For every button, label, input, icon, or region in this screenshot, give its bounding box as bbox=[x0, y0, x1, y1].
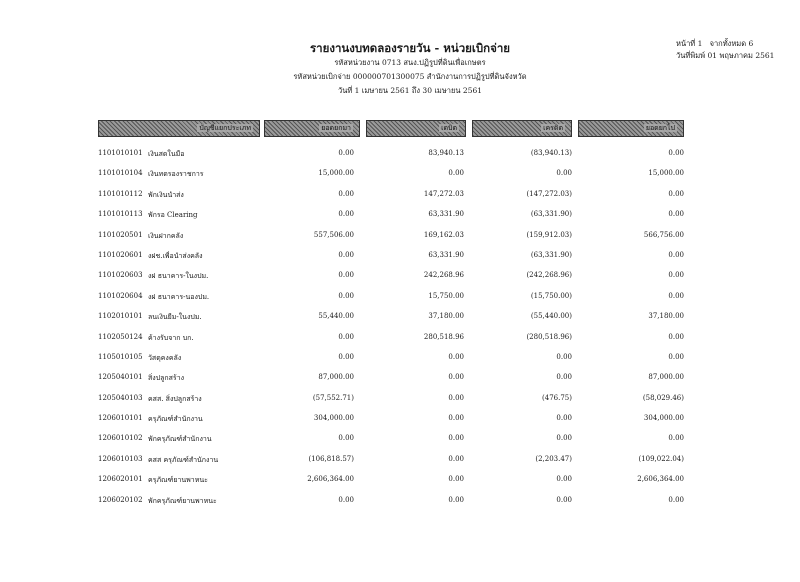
print-date-label: วันที่พิมพ์ bbox=[676, 51, 706, 60]
table-row bbox=[94, 144, 684, 164]
credit-amount: 0.00 bbox=[556, 169, 572, 178]
account-code: 1206010103 bbox=[98, 454, 143, 463]
closing-balance: 0.00 bbox=[668, 434, 684, 443]
opening-balance: 557,506.00 bbox=[313, 230, 354, 239]
table-row bbox=[94, 164, 684, 184]
disbursement-line: รหัสหน่วยเบิกจ่าย 000000701300075 สำนักงานการปฏิรูปที่ดินจังหวัด bbox=[293, 72, 527, 81]
closing-balance: 0.00 bbox=[668, 189, 684, 198]
closing-balance: 2,606,364.00 bbox=[637, 475, 684, 484]
account-name: คสส. สิ่งปลูกสร้าง bbox=[148, 394, 202, 403]
credit-amount: (476.75) bbox=[542, 393, 572, 402]
account-name: พักครุภัณฑ์สำนักงาน bbox=[148, 435, 212, 444]
table-row bbox=[94, 246, 684, 266]
account-code: 1206020101 bbox=[98, 475, 143, 484]
account-code: 1102050124 bbox=[98, 332, 143, 341]
table-body bbox=[94, 144, 684, 511]
header-credit: เครดิต bbox=[472, 120, 572, 137]
account-code: 1205040103 bbox=[98, 393, 143, 402]
table-row bbox=[94, 226, 684, 246]
account-code: 1101010104 bbox=[98, 169, 143, 178]
account-name: พักรอ Clearing bbox=[148, 211, 198, 220]
account-name: วัสดุคงคลัง bbox=[148, 353, 182, 362]
account-code: 1101020604 bbox=[98, 291, 143, 300]
debit-amount: 0.00 bbox=[448, 495, 464, 504]
account-code: 1105010105 bbox=[98, 352, 143, 361]
closing-balance: 37,180.00 bbox=[648, 312, 684, 321]
period-line: วันที่ 1 เมษายน 2561 ถึง 30 เมษายน 2561 bbox=[337, 86, 483, 95]
account-name: เงินทดรองราชการ bbox=[148, 170, 204, 179]
table-row bbox=[94, 409, 684, 429]
opening-balance: (106,818.57) bbox=[308, 454, 354, 463]
opening-balance: 0.00 bbox=[338, 271, 354, 280]
debit-amount: 169,162.03 bbox=[423, 230, 464, 239]
opening-balance: (57,552.71) bbox=[312, 393, 354, 402]
table-row bbox=[94, 185, 684, 205]
account-name: พักเงินนำส่ง bbox=[148, 190, 184, 199]
table-row bbox=[94, 470, 684, 490]
opening-balance: 0.00 bbox=[338, 291, 354, 300]
account-code: 1101010112 bbox=[98, 189, 143, 198]
opening-balance: 15,000.00 bbox=[318, 169, 354, 178]
print-date bbox=[676, 50, 794, 62]
opening-balance: 2,606,364.00 bbox=[307, 475, 354, 484]
debit-amount: 0.00 bbox=[448, 373, 464, 382]
table-row bbox=[94, 450, 684, 470]
closing-balance: (58,029.46) bbox=[642, 393, 684, 402]
account-name: เงินฝากคลัง bbox=[148, 231, 184, 240]
report-title: รายงานงบทดลองรายวัน - หน่วยเบิกจ่าย bbox=[309, 41, 511, 55]
agency-line: รหัสหน่วยงาน 0713 สนง.ปฏิรูปที่ดินเพื่อเกษตร bbox=[334, 58, 486, 67]
credit-amount: 0.00 bbox=[556, 495, 572, 504]
debit-amount: 147,272.03 bbox=[423, 189, 464, 198]
account-code: 1206010101 bbox=[98, 414, 143, 423]
account-code: 1101010101 bbox=[98, 149, 143, 157]
closing-balance: 0.00 bbox=[668, 495, 684, 504]
credit-amount: (159,912.03) bbox=[526, 230, 572, 239]
closing-balance: 0.00 bbox=[668, 250, 684, 259]
closing-balance: 0.00 bbox=[668, 271, 684, 280]
opening-balance: 0.00 bbox=[338, 250, 354, 259]
table-row bbox=[94, 205, 684, 225]
table-row bbox=[94, 328, 684, 348]
account-name: ครุภัณฑ์สำนักงาน bbox=[148, 415, 203, 424]
debit-amount: 0.00 bbox=[448, 352, 464, 361]
table-row bbox=[94, 389, 684, 409]
debit-amount: 0.00 bbox=[448, 434, 464, 443]
credit-amount: (63,331.90) bbox=[530, 250, 572, 259]
table-header bbox=[94, 120, 684, 138]
closing-balance: 0.00 bbox=[668, 210, 684, 219]
account-code: 1101020603 bbox=[98, 271, 143, 280]
credit-amount: 0.00 bbox=[556, 434, 572, 443]
opening-balance: 0.00 bbox=[338, 352, 354, 361]
opening-balance: 304,000.00 bbox=[313, 414, 354, 423]
credit-amount: (2,203.47) bbox=[535, 454, 572, 463]
account-code: 1102010101 bbox=[98, 312, 143, 321]
debit-amount: 63,331.90 bbox=[428, 210, 464, 219]
closing-balance: 0.00 bbox=[668, 291, 684, 300]
table-row bbox=[94, 491, 684, 511]
credit-amount: (15,750.00) bbox=[530, 291, 572, 300]
closing-balance: 87,000.00 bbox=[648, 373, 684, 382]
closing-balance: 0.00 bbox=[668, 149, 684, 157]
account-code: 1101010113 bbox=[98, 210, 143, 219]
opening-balance: 0.00 bbox=[338, 495, 354, 504]
opening-balance: 87,000.00 bbox=[318, 373, 354, 382]
credit-amount: (55,440.00) bbox=[530, 312, 572, 321]
debit-amount: 0.00 bbox=[448, 414, 464, 423]
total-pages: 6 bbox=[748, 39, 754, 48]
credit-amount: 0.00 bbox=[556, 352, 572, 361]
debit-amount: 0.00 bbox=[448, 454, 464, 463]
opening-balance: 0.00 bbox=[338, 210, 354, 219]
opening-balance: 0.00 bbox=[338, 434, 354, 443]
debit-amount: 242,268.96 bbox=[423, 271, 464, 280]
credit-amount: (63,331.90) bbox=[530, 210, 572, 219]
debit-amount: 0.00 bbox=[448, 169, 464, 178]
opening-balance: 55,440.00 bbox=[318, 312, 354, 321]
account-name: ค้างรับจาก บก. bbox=[148, 333, 194, 342]
table-row bbox=[94, 348, 684, 368]
debit-amount: 0.00 bbox=[448, 475, 464, 484]
opening-balance: 0.00 bbox=[338, 332, 354, 341]
account-name: สิ่งปลูกสร้าง bbox=[148, 374, 185, 383]
credit-amount: (280,518.96) bbox=[526, 332, 572, 341]
credit-amount: 0.00 bbox=[556, 414, 572, 423]
account-name: คสส ครุภัณฑ์สำนักงาน bbox=[148, 455, 219, 464]
opening-balance: 0.00 bbox=[338, 149, 354, 157]
debit-amount: 63,331.90 bbox=[428, 250, 464, 259]
table-row bbox=[94, 287, 684, 307]
page-counter bbox=[676, 38, 794, 50]
account-code: 1205040101 bbox=[98, 373, 143, 382]
closing-balance: (109,022.04) bbox=[638, 454, 684, 463]
credit-amount: (242,268.96) bbox=[526, 271, 572, 280]
closing-balance: 566,756.00 bbox=[643, 230, 684, 239]
credit-amount: (147,272.03) bbox=[526, 189, 572, 198]
account-name: ลนเงินยืม-ในงปม. bbox=[148, 313, 202, 322]
credit-amount: 0.00 bbox=[556, 373, 572, 382]
debit-amount: 280,518.96 bbox=[423, 332, 464, 341]
account-name: พักครุภัณฑ์ยานพาหนะ bbox=[148, 496, 217, 505]
closing-balance: 304,000.00 bbox=[643, 414, 684, 423]
table-row bbox=[94, 368, 684, 388]
debit-amount: 83,940.13 bbox=[428, 149, 464, 157]
account-code: 1206020102 bbox=[98, 495, 143, 504]
table-row bbox=[94, 266, 684, 286]
credit-amount: (83,940.13) bbox=[530, 149, 572, 157]
closing-balance: 15,000.00 bbox=[648, 169, 684, 178]
closing-balance: 0.00 bbox=[668, 332, 684, 341]
closing-balance: 0.00 bbox=[668, 352, 684, 361]
report-header bbox=[260, 40, 560, 98]
account-name: งฝช.เพื่อนำส่งคลัง bbox=[148, 251, 203, 260]
debit-amount: 15,750.00 bbox=[428, 291, 464, 300]
header-account: บัญชีแยกประเภท bbox=[98, 120, 260, 137]
page-label: หน้าที่ bbox=[676, 39, 696, 48]
header-opening: ยอดยกมา bbox=[264, 120, 360, 137]
header-debit: เดบิต bbox=[366, 120, 466, 137]
page-info bbox=[676, 38, 794, 62]
opening-balance: 0.00 bbox=[338, 189, 354, 198]
trial-balance-table bbox=[94, 120, 684, 505]
debit-amount: 37,180.00 bbox=[428, 312, 464, 321]
print-date-value: 01 พฤษภาคม 2561 bbox=[707, 51, 775, 60]
total-label: จากทั้งหมด bbox=[709, 39, 747, 48]
account-code: 1206010102 bbox=[98, 434, 143, 443]
table-row bbox=[94, 307, 684, 327]
page-number: 1 bbox=[697, 39, 703, 48]
account-name: เงินสดในมือ bbox=[148, 150, 185, 158]
debit-amount: 0.00 bbox=[448, 393, 464, 402]
account-code: 1101020501 bbox=[98, 230, 143, 239]
account-name: งฝ ธนาคาร-นองปม. bbox=[148, 292, 210, 301]
account-code: 1101020601 bbox=[98, 250, 143, 259]
account-name: ครุภัณฑ์ยานพาหนะ bbox=[148, 476, 208, 485]
account-name: งฝ ธนาคาร-ในงปม. bbox=[148, 272, 209, 281]
header-closing: ยอดยกไป bbox=[578, 120, 684, 137]
table-row bbox=[94, 429, 684, 449]
credit-amount: 0.00 bbox=[556, 475, 572, 484]
